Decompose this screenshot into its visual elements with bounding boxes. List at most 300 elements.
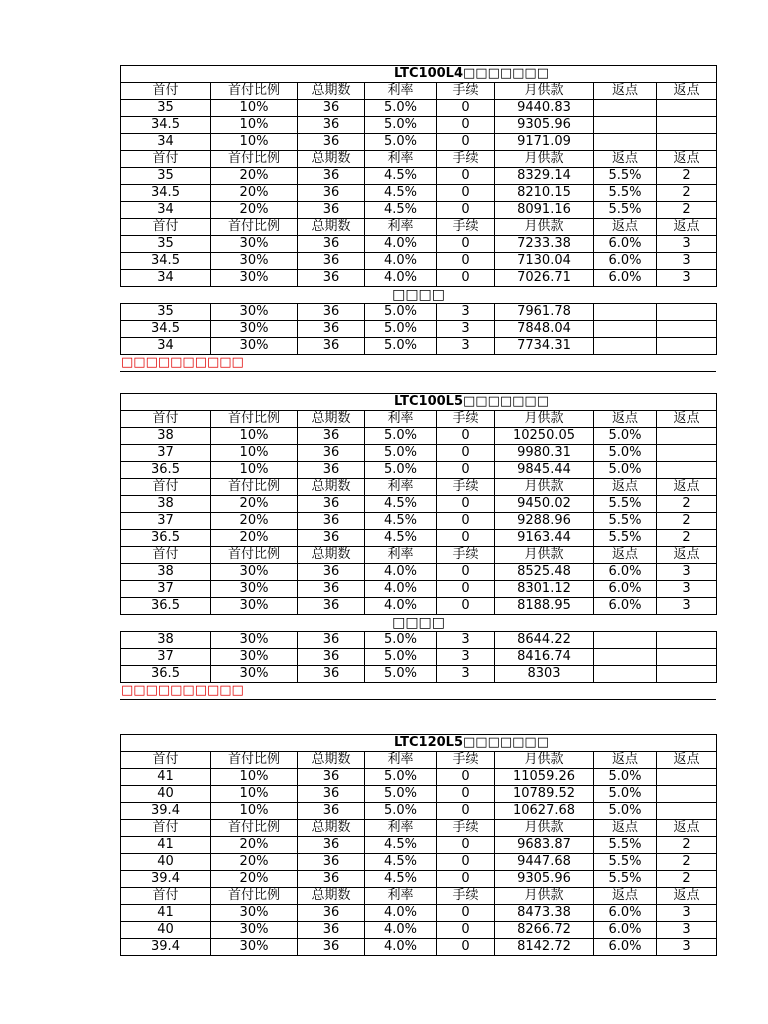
table-cell: 36 <box>298 854 365 871</box>
table-cell: 4.5% <box>365 530 437 547</box>
table-cell: 36 <box>298 321 365 338</box>
table-cell: 0 <box>437 922 495 939</box>
table-cell: 5.5% <box>594 513 657 530</box>
table-cell: 4.0% <box>365 253 437 270</box>
table-cell: 36.5 <box>121 666 211 683</box>
table-cell: 0 <box>437 253 495 270</box>
table-cell <box>594 304 657 321</box>
table-cell: 3 <box>437 649 495 666</box>
table-cell: 5.0% <box>365 321 437 338</box>
column-header: 返点 <box>657 151 717 168</box>
column-header: 总期数 <box>298 820 365 837</box>
column-header: 总期数 <box>298 151 365 168</box>
table-cell: 0 <box>437 462 495 479</box>
column-header: 首付比例 <box>211 83 298 100</box>
column-header: 首付 <box>121 888 211 905</box>
table-cell: 36 <box>298 445 365 462</box>
table-cell: 41 <box>121 905 211 922</box>
column-header: 返点 <box>594 83 657 100</box>
column-header-row <box>121 219 717 236</box>
table-cell: 34 <box>121 202 211 219</box>
table-cell: 9980.31 <box>495 445 594 462</box>
table-cell <box>594 649 657 666</box>
column-header: 首付 <box>121 820 211 837</box>
table-cell: 0 <box>437 598 495 615</box>
column-header: 月供款 <box>495 547 594 564</box>
table-cell: 35 <box>121 100 211 117</box>
table-cell: 8301.12 <box>495 581 594 598</box>
column-header: 首付比例 <box>211 820 298 837</box>
table-cell: 0 <box>437 803 495 820</box>
table-cell: 36 <box>298 168 365 185</box>
column-header: 首付比例 <box>211 479 298 496</box>
column-header: 月供款 <box>495 888 594 905</box>
table-cell: 5.0% <box>594 803 657 820</box>
column-header: 返点 <box>657 479 717 496</box>
table-cell: 6.0% <box>594 253 657 270</box>
table-cell: 10% <box>211 786 298 803</box>
table-cell <box>594 117 657 134</box>
table-cell: 36 <box>298 530 365 547</box>
table-title: LTC100L5□□□□□□□ <box>121 394 717 411</box>
table-cell: 30% <box>211 270 298 287</box>
table-cell: 0 <box>437 871 495 888</box>
table-cell: 4.0% <box>365 564 437 581</box>
table-cell: 4.0% <box>365 598 437 615</box>
table-cell: 35 <box>121 304 211 321</box>
table-cell: 36 <box>298 496 365 513</box>
table-cell: 9163.44 <box>495 530 594 547</box>
table-cell: 20% <box>211 185 298 202</box>
table-row <box>121 649 717 666</box>
rate-table <box>120 65 717 355</box>
table-cell: 5.0% <box>365 304 437 321</box>
table-cell: 2 <box>657 168 717 185</box>
subsection-title-row <box>121 287 717 304</box>
table-cell: 4.0% <box>365 905 437 922</box>
table-cell: 4.5% <box>365 168 437 185</box>
column-header: 利率 <box>365 888 437 905</box>
table-cell: 35 <box>121 168 211 185</box>
table-cell: 0 <box>437 202 495 219</box>
table-cell <box>594 134 657 151</box>
column-header: 返点 <box>657 820 717 837</box>
column-header: 首付比例 <box>211 888 298 905</box>
table-cell: 0 <box>437 581 495 598</box>
table-cell: 0 <box>437 134 495 151</box>
table-row <box>121 496 717 513</box>
column-header: 首付比例 <box>211 151 298 168</box>
table-cell: 5.0% <box>365 100 437 117</box>
table-cell: 5.0% <box>365 338 437 355</box>
column-header: 返点 <box>657 888 717 905</box>
table-cell: 30% <box>211 564 298 581</box>
table-cell: 36 <box>298 939 365 956</box>
table-row <box>121 270 717 287</box>
table-cell: 8473.38 <box>495 905 594 922</box>
table-cell: 30% <box>211 598 298 615</box>
column-header: 首付 <box>121 219 211 236</box>
table-cell: 20% <box>211 202 298 219</box>
rate-table <box>120 393 717 683</box>
table-cell: 9305.96 <box>495 117 594 134</box>
column-header: 手续 <box>437 83 495 100</box>
table-cell: 2 <box>657 496 717 513</box>
table-row <box>121 321 717 338</box>
table-cell: 0 <box>437 445 495 462</box>
table-row <box>121 598 717 615</box>
table-cell <box>657 445 717 462</box>
table-cell: 3 <box>437 321 495 338</box>
table-row <box>121 134 717 151</box>
table-cell: 20% <box>211 513 298 530</box>
table-cell: 8210.15 <box>495 185 594 202</box>
table-title-row <box>121 66 717 83</box>
table-cell: 6.0% <box>594 564 657 581</box>
subsection-title: □□□□ <box>121 615 717 632</box>
table-row <box>121 253 717 270</box>
table-cell: 5.0% <box>594 428 657 445</box>
column-header: 返点 <box>594 479 657 496</box>
table-cell: 3 <box>437 666 495 683</box>
table-cell: 30% <box>211 905 298 922</box>
table-cell: 6.0% <box>594 939 657 956</box>
table-cell: 41 <box>121 837 211 854</box>
table-cell: 2 <box>657 837 717 854</box>
table-cell: 5.0% <box>594 769 657 786</box>
table-row <box>121 428 717 445</box>
table-cell <box>594 321 657 338</box>
table-cell: 7961.78 <box>495 304 594 321</box>
column-header: 月供款 <box>495 479 594 496</box>
table-cell: 9440.83 <box>495 100 594 117</box>
column-header: 首付 <box>121 83 211 100</box>
table-cell <box>657 649 717 666</box>
table-cell: 5.5% <box>594 837 657 854</box>
table-cell: 30% <box>211 666 298 683</box>
column-header: 总期数 <box>298 479 365 496</box>
table-cell: 8644.22 <box>495 632 594 649</box>
table-cell: 10250.05 <box>495 428 594 445</box>
column-header: 总期数 <box>298 752 365 769</box>
table-cell: 10% <box>211 134 298 151</box>
table-cell: 36 <box>298 236 365 253</box>
table-cell: 20% <box>211 530 298 547</box>
column-header: 利率 <box>365 820 437 837</box>
table-cell: 5.0% <box>594 445 657 462</box>
table-cell: 0 <box>437 100 495 117</box>
table-cell: 4.5% <box>365 871 437 888</box>
table-cell: 30% <box>211 304 298 321</box>
column-header: 总期数 <box>298 411 365 428</box>
table-cell: 5.0% <box>365 769 437 786</box>
table-row <box>121 581 717 598</box>
table-row <box>121 854 717 871</box>
table-cell: 40 <box>121 854 211 871</box>
table-row <box>121 939 717 956</box>
table-title-row <box>121 394 717 411</box>
table-cell: 20% <box>211 168 298 185</box>
column-header: 返点 <box>594 547 657 564</box>
table-cell: 36 <box>298 270 365 287</box>
column-header-row <box>121 411 717 428</box>
table-cell: 4.5% <box>365 513 437 530</box>
rate-table-section <box>120 393 716 700</box>
table-cell: 4.0% <box>365 236 437 253</box>
table-cell: 6.0% <box>594 236 657 253</box>
table-cell: 9683.87 <box>495 837 594 854</box>
table-cell: 11059.26 <box>495 769 594 786</box>
column-header-row <box>121 479 717 496</box>
red-note: □□□□□□□□□□ <box>120 683 716 700</box>
table-cell <box>594 338 657 355</box>
table-cell: 4.5% <box>365 496 437 513</box>
column-header: 利率 <box>365 151 437 168</box>
column-header: 手续 <box>437 820 495 837</box>
column-header-row <box>121 151 717 168</box>
column-header: 首付 <box>121 752 211 769</box>
table-cell: 39.4 <box>121 871 211 888</box>
table-cell: 38 <box>121 564 211 581</box>
table-cell: 36 <box>298 922 365 939</box>
table-cell: 5.5% <box>594 202 657 219</box>
table-cell: 36 <box>298 185 365 202</box>
table-cell: 4.5% <box>365 202 437 219</box>
table-row <box>121 632 717 649</box>
column-header: 月供款 <box>495 752 594 769</box>
table-cell: 5.0% <box>365 666 437 683</box>
column-header: 月供款 <box>495 151 594 168</box>
table-cell: 0 <box>437 496 495 513</box>
table-cell: 36 <box>298 253 365 270</box>
table-cell: 9845.44 <box>495 462 594 479</box>
table-cell: 36 <box>298 837 365 854</box>
table-cell: 4.5% <box>365 837 437 854</box>
table-cell: 0 <box>437 270 495 287</box>
table-cell: 7233.38 <box>495 236 594 253</box>
table-cell: 3 <box>657 581 717 598</box>
column-header: 月供款 <box>495 83 594 100</box>
table-cell: 7130.04 <box>495 253 594 270</box>
table-cell: 4.0% <box>365 939 437 956</box>
subsection-title: □□□□ <box>121 287 717 304</box>
table-cell: 36 <box>298 803 365 820</box>
table-cell: 36 <box>298 202 365 219</box>
table-cell: 36 <box>298 769 365 786</box>
column-header: 返点 <box>657 752 717 769</box>
table-cell: 36 <box>298 786 365 803</box>
table-row <box>121 530 717 547</box>
table-cell: 40 <box>121 786 211 803</box>
table-cell: 3 <box>657 905 717 922</box>
table-cell: 30% <box>211 581 298 598</box>
table-cell: 34 <box>121 270 211 287</box>
table-cell: 30% <box>211 321 298 338</box>
table-cell: 6.0% <box>594 581 657 598</box>
table-cell: 5.0% <box>365 786 437 803</box>
table-cell: 5.5% <box>594 185 657 202</box>
table-cell: 6.0% <box>594 922 657 939</box>
column-header: 首付比例 <box>211 219 298 236</box>
column-header: 手续 <box>437 888 495 905</box>
column-header: 返点 <box>594 888 657 905</box>
table-cell: 8525.48 <box>495 564 594 581</box>
table-cell: 5.0% <box>594 786 657 803</box>
table-cell: 10% <box>211 803 298 820</box>
table-cell: 36.5 <box>121 462 211 479</box>
table-cell: 0 <box>437 786 495 803</box>
table-row <box>121 100 717 117</box>
column-header: 首付比例 <box>211 547 298 564</box>
table-cell: 30% <box>211 939 298 956</box>
table-cell: 10% <box>211 117 298 134</box>
table-cell: 7848.04 <box>495 321 594 338</box>
table-cell: 0 <box>437 905 495 922</box>
table-cell: 10% <box>211 428 298 445</box>
table-cell: 3 <box>657 236 717 253</box>
table-cell: 30% <box>211 253 298 270</box>
table-cell: 0 <box>437 854 495 871</box>
table-cell: 9305.96 <box>495 871 594 888</box>
table-row <box>121 666 717 683</box>
table-cell: 34.5 <box>121 321 211 338</box>
column-header: 返点 <box>594 411 657 428</box>
table-cell: 36 <box>298 462 365 479</box>
table-cell: 7026.71 <box>495 270 594 287</box>
column-header: 首付 <box>121 151 211 168</box>
table-cell: 10% <box>211 445 298 462</box>
column-header: 返点 <box>657 219 717 236</box>
table-title: LTC120L5□□□□□□□ <box>121 735 717 752</box>
column-header: 首付比例 <box>211 411 298 428</box>
table-title-row <box>121 735 717 752</box>
table-cell: 10% <box>211 462 298 479</box>
table-cell <box>657 769 717 786</box>
table-row <box>121 513 717 530</box>
column-header-row <box>121 820 717 837</box>
table-cell <box>657 803 717 820</box>
column-header: 手续 <box>437 151 495 168</box>
column-header: 月供款 <box>495 219 594 236</box>
table-cell: 5.5% <box>594 168 657 185</box>
table-cell: 8303 <box>495 666 594 683</box>
table-cell: 5.0% <box>365 428 437 445</box>
table-cell: 30% <box>211 632 298 649</box>
rate-table <box>120 734 717 956</box>
table-cell: 0 <box>437 769 495 786</box>
table-cell: 34.5 <box>121 117 211 134</box>
table-cell: 0 <box>437 513 495 530</box>
table-cell: 0 <box>437 837 495 854</box>
table-cell <box>594 100 657 117</box>
table-cell <box>657 117 717 134</box>
table-row <box>121 168 717 185</box>
table-cell: 4.5% <box>365 854 437 871</box>
table-row <box>121 786 717 803</box>
table-cell <box>657 100 717 117</box>
table-row <box>121 117 717 134</box>
column-header: 利率 <box>365 752 437 769</box>
table-cell: 0 <box>437 428 495 445</box>
table-cell: 5.0% <box>365 445 437 462</box>
table-cell: 38 <box>121 428 211 445</box>
table-cell: 0 <box>437 530 495 547</box>
subsection-title-row <box>121 615 717 632</box>
table-cell: 34.5 <box>121 253 211 270</box>
table-cell <box>657 632 717 649</box>
table-row <box>121 905 717 922</box>
column-header: 手续 <box>437 479 495 496</box>
table-cell: 5.5% <box>594 496 657 513</box>
table-row <box>121 304 717 321</box>
table-cell: 2 <box>657 513 717 530</box>
table-cell: 9447.68 <box>495 854 594 871</box>
table-cell: 36 <box>298 666 365 683</box>
table-cell: 36 <box>298 564 365 581</box>
table-cell: 3 <box>657 270 717 287</box>
column-header: 首付 <box>121 479 211 496</box>
column-header-row <box>121 547 717 564</box>
column-header: 总期数 <box>298 888 365 905</box>
table-cell: 36.5 <box>121 530 211 547</box>
table-cell: 36 <box>298 117 365 134</box>
table-cell: 5.0% <box>594 462 657 479</box>
table-cell: 9288.96 <box>495 513 594 530</box>
column-header: 返点 <box>657 547 717 564</box>
column-header: 总期数 <box>298 83 365 100</box>
table-cell: 8188.95 <box>495 598 594 615</box>
table-cell: 0 <box>437 564 495 581</box>
table-cell <box>657 428 717 445</box>
column-header: 利率 <box>365 479 437 496</box>
table-cell: 10% <box>211 100 298 117</box>
table-cell: 5.0% <box>365 649 437 666</box>
table-row <box>121 803 717 820</box>
table-cell: 3 <box>437 304 495 321</box>
table-cell <box>657 786 717 803</box>
table-cell <box>657 666 717 683</box>
table-row <box>121 202 717 219</box>
column-header: 手续 <box>437 411 495 428</box>
table-cell: 36 <box>298 100 365 117</box>
table-cell: 36 <box>298 428 365 445</box>
table-cell <box>657 134 717 151</box>
red-note: □□□□□□□□□□ <box>120 355 716 372</box>
column-header: 返点 <box>594 752 657 769</box>
table-cell: 3 <box>437 632 495 649</box>
column-header-row <box>121 752 717 769</box>
table-cell: 10789.52 <box>495 786 594 803</box>
table-cell: 0 <box>437 939 495 956</box>
table-cell: 5.0% <box>365 632 437 649</box>
table-cell: 30% <box>211 338 298 355</box>
table-cell <box>657 304 717 321</box>
table-cell: 5.0% <box>365 803 437 820</box>
table-cell: 20% <box>211 837 298 854</box>
column-header: 返点 <box>657 411 717 428</box>
table-cell: 3 <box>657 598 717 615</box>
column-header: 首付 <box>121 547 211 564</box>
table-cell: 2 <box>657 530 717 547</box>
table-cell: 5.5% <box>594 530 657 547</box>
table-cell: 5.0% <box>365 134 437 151</box>
table-row <box>121 338 717 355</box>
table-cell: 20% <box>211 854 298 871</box>
table-cell: 5.5% <box>594 871 657 888</box>
table-cell: 2 <box>657 185 717 202</box>
table-cell: 41 <box>121 769 211 786</box>
table-cell: 39.4 <box>121 803 211 820</box>
